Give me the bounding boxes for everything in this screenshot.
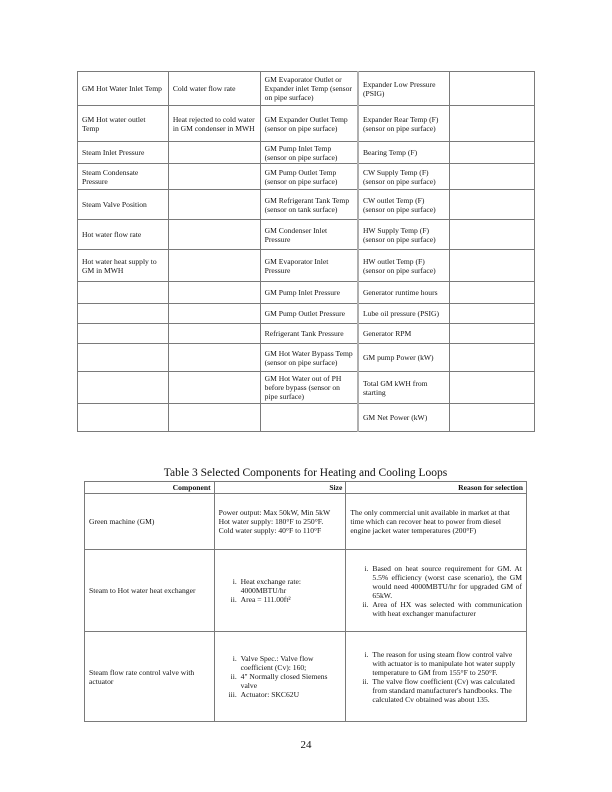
table-cell (168, 304, 260, 324)
table-cell: GM pump Power (kW) (358, 344, 450, 372)
header-component: Component (85, 482, 215, 494)
table-row (78, 304, 535, 324)
table-row (78, 142, 535, 164)
table-cell (168, 404, 260, 432)
header-reason: Reason for selection (346, 482, 527, 494)
table-cell: CW outlet Temp (F) (sensor on pipe surface) (358, 190, 450, 220)
table-row (78, 282, 535, 304)
table-cell: GM Condenser Inlet Pressure (260, 220, 358, 250)
table-cell (450, 72, 535, 106)
size-item: i. Heat exchange rate: 4000MBTU/hr (239, 577, 342, 595)
table-cell (450, 106, 535, 142)
table-cell (450, 142, 535, 164)
table-cell (168, 282, 260, 304)
table-row (85, 632, 527, 722)
table-row (78, 190, 535, 220)
table-cell (168, 142, 260, 164)
table-cell (450, 324, 535, 344)
table-row (78, 372, 535, 404)
table-cell (168, 372, 260, 404)
table-cell: Steam Inlet Pressure (78, 142, 169, 164)
table-cell: GM Expander Outlet Temp (sensor on pipe surface) (260, 106, 358, 142)
table-cell (78, 304, 169, 324)
table-cell (168, 220, 260, 250)
table-cell (78, 324, 169, 344)
size-item: iii. Actuator: SKC62U (239, 690, 342, 699)
table-cell: GM Hot Water Inlet Temp (78, 72, 169, 106)
reason-cell: The only commercial unit available in market at that time which can recover heat to power from diesel engine jacket water temperatures (200°F) (346, 494, 527, 550)
table-cell: Lube oil pressure (PSIG) (358, 304, 450, 324)
page-number: 24 (300, 739, 312, 751)
table-row (85, 550, 527, 632)
reason-item: i. The reason for using steam flow control valve with actuator is to manipulate hot water supply temperature to GM from 155°F to 250°F. (370, 650, 522, 677)
table-cell: Hot water heat supply to GM in MWH (78, 250, 169, 282)
table-cell: GM Net Power (kW) (358, 404, 450, 432)
table-cell (450, 250, 535, 282)
table-cell: Refrigerant Tank Pressure (260, 324, 358, 344)
size-cell (214, 550, 346, 632)
size-line: Cold water supply: 40°F to 110°F (218, 526, 322, 535)
table-cell: Hot water flow rate (78, 220, 169, 250)
table-cell: Cold water flow rate (168, 72, 260, 106)
table-cell (168, 164, 260, 190)
table-cell: Generator RPM (358, 324, 450, 344)
table-cell: Generator runtime hours (358, 282, 450, 304)
size-item: ii. 4" Normally closed Siemens valve (239, 672, 342, 690)
size-line: Hot water supply: 180°F to 250°F. (218, 517, 324, 526)
table-cell (450, 304, 535, 324)
header-size: Size (214, 482, 346, 494)
table-cell: GM Evaporator Outlet or Expander inlet Temp (sensor on pipe surface) (260, 72, 358, 106)
table-cell: HW outlet Temp (F) (sensor on pipe surface) (358, 250, 450, 282)
table-cell (168, 344, 260, 372)
table-cell (450, 190, 535, 220)
size-item: i. Valve Spec.: Valve flow coefficient (Cv): 160; (239, 654, 342, 672)
table-row (78, 404, 535, 432)
table-cell (168, 190, 260, 220)
component-cell: Green machine (GM) (85, 494, 215, 550)
reason-item: ii. Area of HX was selected with communication with heat exchanger manufacturer (370, 600, 522, 618)
table-row (78, 72, 535, 106)
table-cell: Heat rejected to cold water in GM condenser in MWH (168, 106, 260, 142)
table-row (78, 344, 535, 372)
reason-item: ii. The valve flow coefficient (Cv) was calculated from standard manufacturer's handbooks. The calculated Cv obtained was about 135. (370, 677, 522, 704)
reason-cell (346, 550, 527, 632)
table-cell: GM Pump Outlet Temp (sensor on pipe surface) (260, 164, 358, 190)
table-cell: GM Hot water outlet Temp (78, 106, 169, 142)
table-cell (78, 372, 169, 404)
table-cell (450, 404, 535, 432)
table-cell: CW Supply Temp (F) (sensor on pipe surface) (358, 164, 450, 190)
table-cell (260, 404, 358, 432)
table-cell: Expander Rear Temp (F) (sensor on pipe surface) (358, 106, 450, 142)
table-cell: Steam Condensate Pressure (78, 164, 169, 190)
table-cell (78, 404, 169, 432)
table-cell: Expander Low Pressure (PSIG) (358, 72, 450, 106)
table-row (78, 164, 535, 190)
table-cell (168, 324, 260, 344)
table-header-row (85, 482, 527, 494)
table-cell: HW Supply Temp (F) (sensor on pipe surface) (358, 220, 450, 250)
table-cell: GM Pump Outlet Pressure (260, 304, 358, 324)
size-item: ii. Area = 111.00ft² (239, 595, 342, 604)
reason-item: i. Based on heat source requirement for GM. At 5.5% efficiency (worst case scenario), the GM would need 4000MBTU/hr for upgraded GM of 65kW. (370, 564, 522, 600)
table-cell (450, 164, 535, 190)
table-cell: GM Pump Inlet Temp (sensor on pipe surface) (260, 142, 358, 164)
reason-cell (346, 632, 527, 722)
table-row (78, 106, 535, 142)
table-cell (450, 282, 535, 304)
components-table (84, 481, 527, 722)
size-cell (214, 632, 346, 722)
table-cell: GM Pump Inlet Pressure (260, 282, 358, 304)
table-cell (450, 372, 535, 404)
table-cell (78, 344, 169, 372)
table-cell (450, 220, 535, 250)
component-cell: Steam to Hot water heat exchanger (85, 550, 215, 632)
table3-caption: Table 3 Selected Components for Heating and Cooling Loops (163, 467, 448, 479)
sensor-list-table (77, 71, 535, 432)
table-cell: GM Evaporator Inlet Pressure (260, 250, 358, 282)
table-cell: GM Refrigerant Tank Temp (sensor on tank surface) (260, 190, 358, 220)
size-cell (214, 494, 346, 550)
table-cell: Steam Valve Position (78, 190, 169, 220)
table-row (78, 250, 535, 282)
table-cell: Total GM kWH from starting (358, 372, 450, 404)
table-cell: GM Hot Water out of PH before bypass (sensor on pipe surface) (260, 372, 358, 404)
table-row (78, 220, 535, 250)
table-cell (168, 250, 260, 282)
table-cell: Bearing Temp (F) (358, 142, 450, 164)
size-line: Power output: Max 50kW, Min 5kW (218, 508, 331, 517)
table-cell (450, 344, 535, 372)
table-cell (78, 282, 169, 304)
table-cell: GM Hot Water Bypass Temp (sensor on pipe surface) (260, 344, 358, 372)
table-row (85, 494, 527, 550)
table-row (78, 324, 535, 344)
component-cell: Steam flow rate control valve with actuator (85, 632, 215, 722)
